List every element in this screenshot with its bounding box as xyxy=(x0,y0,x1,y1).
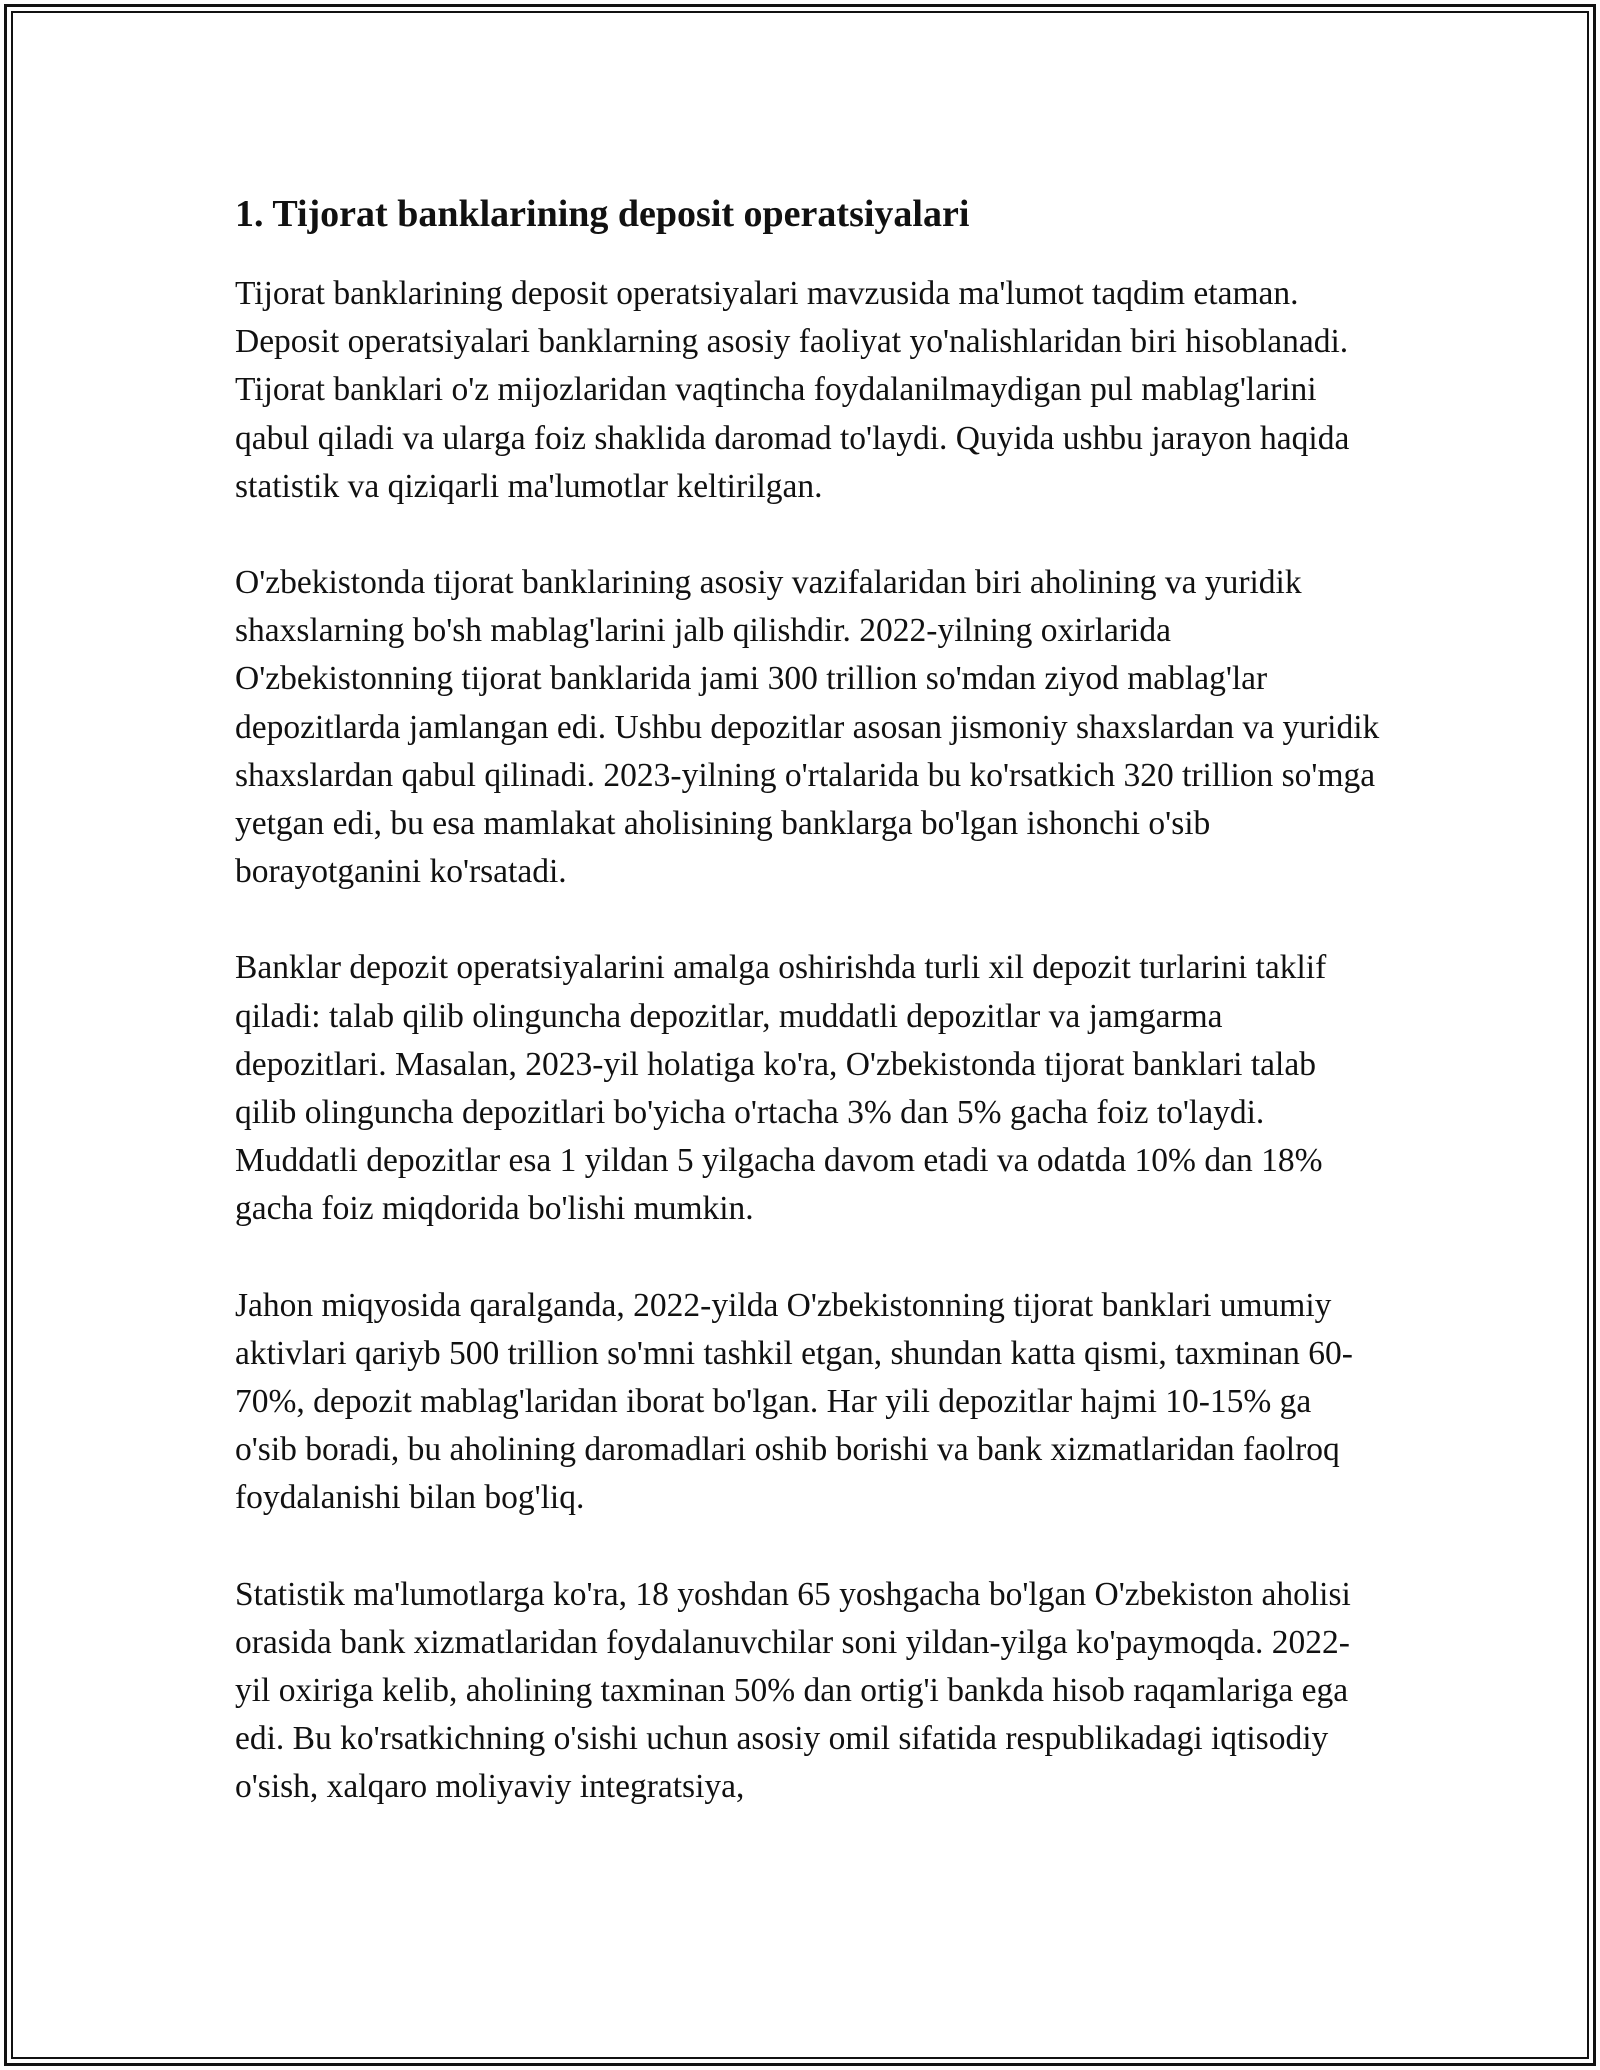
paragraph-bank-assets: Jahon miqyosida qaralganda, 2022-yilda O'zbekistonning tijorat banklari umumiy aktivlari qariyb 500 trillion so'mni tashkil etgan, shundan katta qismi, taxminan 60-70%, depozit mablag'laridan iborat bo'lgan. Har yili depozitlar hajmi 10-15% ga o'sib boradi, bu aholining daromadlari oshib borishi va bank xizmatlaridan faolroq foydalanishi bilan bog'liq. xyxy=(235,1286,1353,1517)
document-body xyxy=(235,188,1380,1860)
document-title: 1. Tijorat banklarining deposit operatsiyalari xyxy=(235,193,970,235)
paragraph-deposits-volume: O'zbekistonda tijorat banklarining asosiy vazifalaridan biri aholining va yuridik shaxslarning bo'sh mablag'larini jalb qilishdir. 2022-yilning oxirlarida O'zbekistonning tijorat banklarida jami 300 trillion so'mdan ziyod mablag'lar depozitlarda jamlangan edi. Ushbu depozitlar asosan jismoniy shaxslardan va yuridik shaxslardan qabul qilinadi. 2023-yilning o'rtalarida bu ko'rsatkich 320 trillion so'mga yetgan edi, bu esa mamlakat aholisining banklarga bo'lgan ishonchi o'sib borayotganini ko'rsatadi. xyxy=(235,564,1380,891)
paragraph-statistics: Statistik ma'lumotlarga ko'ra, 18 yoshdan 65 yoshgacha bo'lgan O'zbekiston aholisi orasida bank xizmatlaridan foydalanuvchilar soni yildan-yilga ko'paymoqda. 2022-yil oxiriga kelib, aholining taxminan 50% dan ortig'i bankda hisob raqamlariga ega edi. Bu ko'rsatkichning o'sishi uchun asosiy omil sifatida respublikadagi iqtisodiy o'sish, xalqaro moliyaviy integratsiya, xyxy=(235,1575,1351,1806)
paragraph-intro: Tijorat banklarining deposit operatsiyalari mavzusida ma'lumot taqdim etaman. Deposit operatsiyalari banklarning asosiy faoliyat yo'nalishlaridan biri hisoblanadi. Tijorat banklari o'z mijozlaridan vaqtincha foydalanilmaydigan pul mablag'larini qabul qiladi va ularga foiz shaklida daromad to'laydi. Quyida ushbu jarayon haqida statistik va qiziqarli ma'lumotlar keltirilgan. xyxy=(235,275,1350,505)
paragraph-deposit-types: Banklar depozit operatsiyalarini amalga oshirishda turli xil depozit turlarini taklif qiladi: talab qilib olinguncha depozitlar, muddatli depozitlar va jamgarma depozitlari. Masalan, 2023-yil holatiga ko'ra, O'zbekistonda tijorat banklari talab qilib olinguncha depozitlari bo'yicha o'rtacha 3% dan 5% gacha foiz to'laydi. Muddatli depozitlar esa 1 yildan 5 yilgacha davom etadi va odatda 10% dan 18% gacha foiz miqdorida bo'lishi mumkin. xyxy=(235,949,1327,1228)
